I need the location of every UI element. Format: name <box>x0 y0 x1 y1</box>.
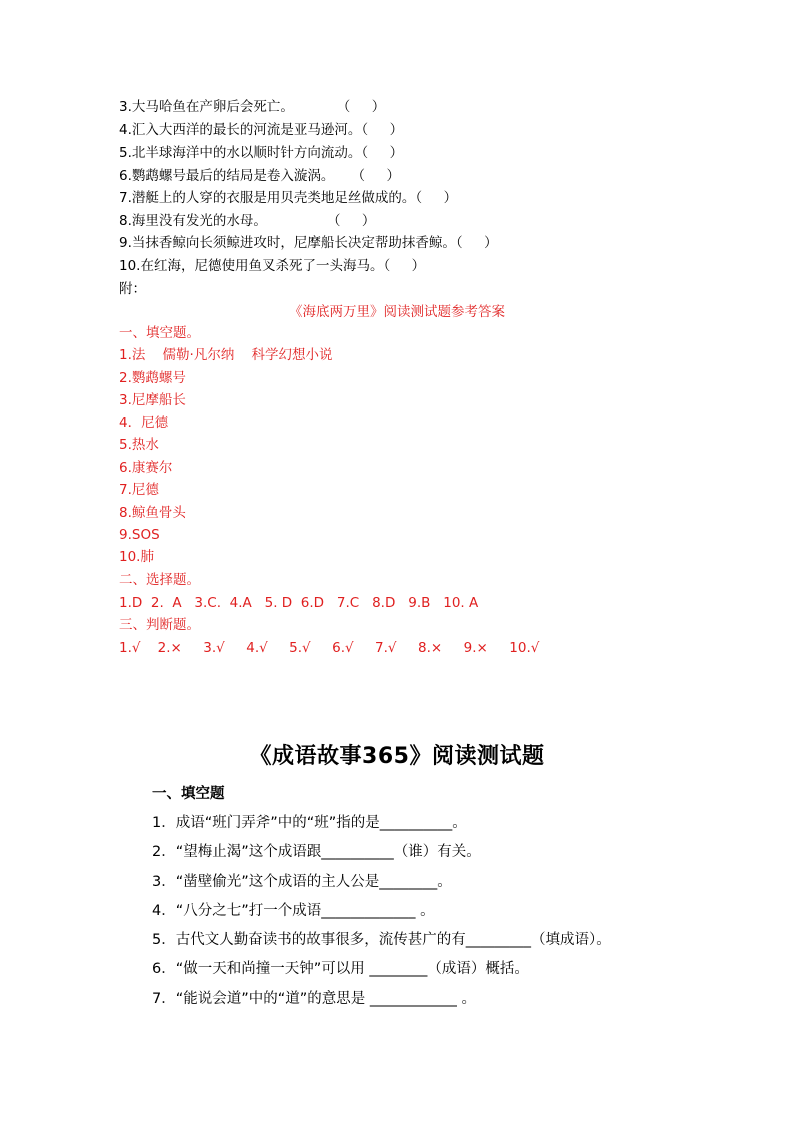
quiz2-question: 7．“能说会道”中的“道”的意思是 ____________ 。 <box>152 991 476 1007</box>
answer-line: 1.法 儒勒·凡尔纳 科学幻想小说 <box>119 347 333 363</box>
appendix-label: 附： <box>119 281 146 297</box>
question-4: 4.汇入大西洋的最长的河流是亚马逊河。（ ） <box>119 122 404 138</box>
quiz2-question: 2．“望梅止渴”这个成语跟__________（谁）有关。 <box>152 844 481 860</box>
answer-section-judge: 三、判断题。 <box>119 617 200 633</box>
quiz2-title: 《成语故事365》阅读测试题 <box>249 744 545 769</box>
question-9: 9.当抹香鲸向长须鲸进攻时，尼摩船长决定帮助抹香鲸。（ ） <box>119 235 498 251</box>
answer-line: 6.康赛尔 <box>119 460 173 476</box>
answer-line: 1.D 2. A 3.C. 4.A 5. D 6.D 7.C 8.D 9.B 10. A <box>119 595 479 611</box>
question-7: 7.潜艇上的人穿的衣服是用贝壳类地足丝做成的。（ ） <box>119 190 458 206</box>
question-10: 10.在红海，尼德使用鱼叉杀死了一头海马。（ ） <box>119 258 426 274</box>
answer-line: 1.√ 2.× 3.√ 4.√ 5.√ 6.√ 7.√ 8.× 9.× 10.√ <box>119 640 540 656</box>
question-6: 6.鹦鹉螺号最后的结局是卷入漩涡。 （ ） <box>119 168 401 184</box>
answer-line: 2.鹦鹉螺号 <box>119 370 186 386</box>
quiz2-question: 3．“凿壁偷光”这个成语的主人公是________。 <box>152 874 452 890</box>
quiz2-question: 5．古代文人勤奋读书的故事很多，流传甚广的有_________（填成语）。 <box>152 932 611 948</box>
answer-section-fill: 一、填空题。 <box>119 325 200 341</box>
answer-line: 9.SOS <box>119 527 160 543</box>
question-5: 5.北半球海洋中的水以顺时针方向流动。（ ） <box>119 145 404 161</box>
answer-line: 7.尼德 <box>119 482 159 498</box>
answer-line: 5.热水 <box>119 437 159 453</box>
question-8: 8.海里没有发光的水母。 （ ） <box>119 213 376 229</box>
quiz2-question: 4．“八分之七”打一个成语_____________ 。 <box>152 903 435 919</box>
answer-line: 8.鲸鱼骨头 <box>119 505 186 521</box>
question-3: 3.大马哈鱼在产卵后会死亡。 （ ） <box>119 99 386 115</box>
answer-line: 3.尼摩船长 <box>119 392 186 408</box>
answer-line: 10.肺 <box>119 549 154 565</box>
quiz2-question: 6．“做一天和尚撞一天钟”可以用 ________（成语）概括。 <box>152 961 529 977</box>
answer-key-title: 《海底两万里》阅读测试题参考答案 <box>289 304 505 320</box>
answer-line: 4．尼德 <box>119 415 169 431</box>
quiz2-section-heading: 一、填空题 <box>152 786 225 802</box>
quiz2-question: 1．成语“班门弄斧”中的“班”指的是__________。 <box>152 815 467 831</box>
answer-section-choice: 二、选择题。 <box>119 572 200 588</box>
